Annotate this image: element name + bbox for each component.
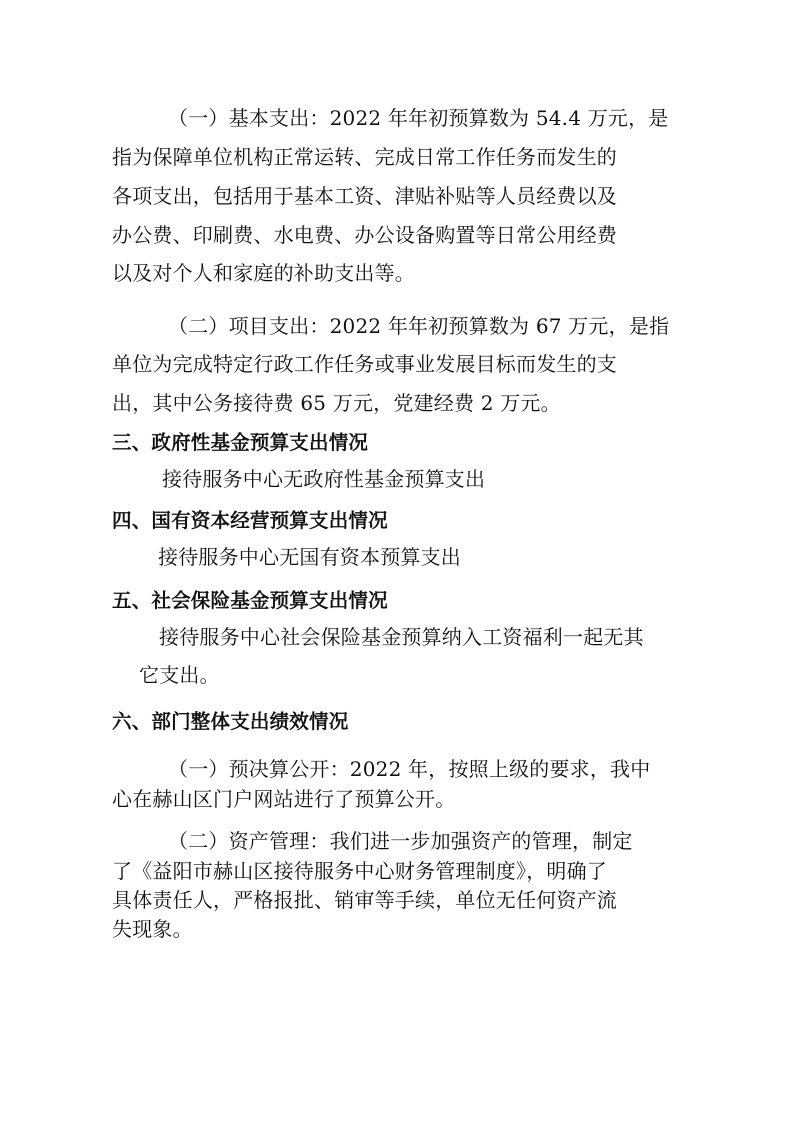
text-line: 出，其中公务接待费 65 万元，党建经费 2 万元。 xyxy=(112,391,561,415)
section-heading: 六、部门整体支出绩效情况 xyxy=(112,710,349,733)
text-line: 各项支出，包括用于基本工资、津贴补贴等人员经费以及 xyxy=(112,184,617,208)
text-line: 心在赫山区门户网站进行了预算公开。 xyxy=(112,787,456,811)
text-line: （二）项目支出：2022 年年初预算数为 67 万元，是指 xyxy=(168,314,670,338)
text-line: （一）基本支出：2022 年年初预算数为 54.4 万元，是 xyxy=(168,106,669,130)
text-line: 失现象。 xyxy=(112,917,193,941)
text-line: 办公费、印刷费、水电费、办公设备购置等日常公用经费 xyxy=(112,223,617,247)
text-line: 它支出。 xyxy=(139,663,220,687)
text-line: 以及对个人和家庭的补助支出等。 xyxy=(112,261,415,285)
text-line: （一）预决算公开：2022 年，按照上级的要求，我中 xyxy=(168,757,651,781)
text-line: （二）资产管理：我们进一步加强资产的管理，制定 xyxy=(168,829,633,853)
text-line: 具体责任人，严格报批、销审等手续，单位无任何资产流 xyxy=(112,888,617,912)
text-line: 单位为完成特定行政工作任务或事业发展目标而发生的支 xyxy=(112,352,617,376)
text-line: 指为保障单位机构正常运转、完成日常工作任务而发生的 xyxy=(112,145,617,169)
text-line: 了《益阳市赫山区接待服务中心财务管理制度》，明确了 xyxy=(112,859,607,883)
section-heading: 三、政府性基金预算支出情况 xyxy=(112,431,369,454)
text-line: 接待服务中心无政府性基金预算支出 xyxy=(162,467,486,491)
text-line: 接待服务中心社会保险基金预算纳入工资福利一起无其 xyxy=(159,625,644,649)
section-heading: 五、社会保险基金预算支出情况 xyxy=(112,589,388,612)
section-heading: 四、国有资本经营预算支出情况 xyxy=(112,509,388,532)
text-line: 接待服务中心无国有资本预算支出 xyxy=(158,545,461,569)
